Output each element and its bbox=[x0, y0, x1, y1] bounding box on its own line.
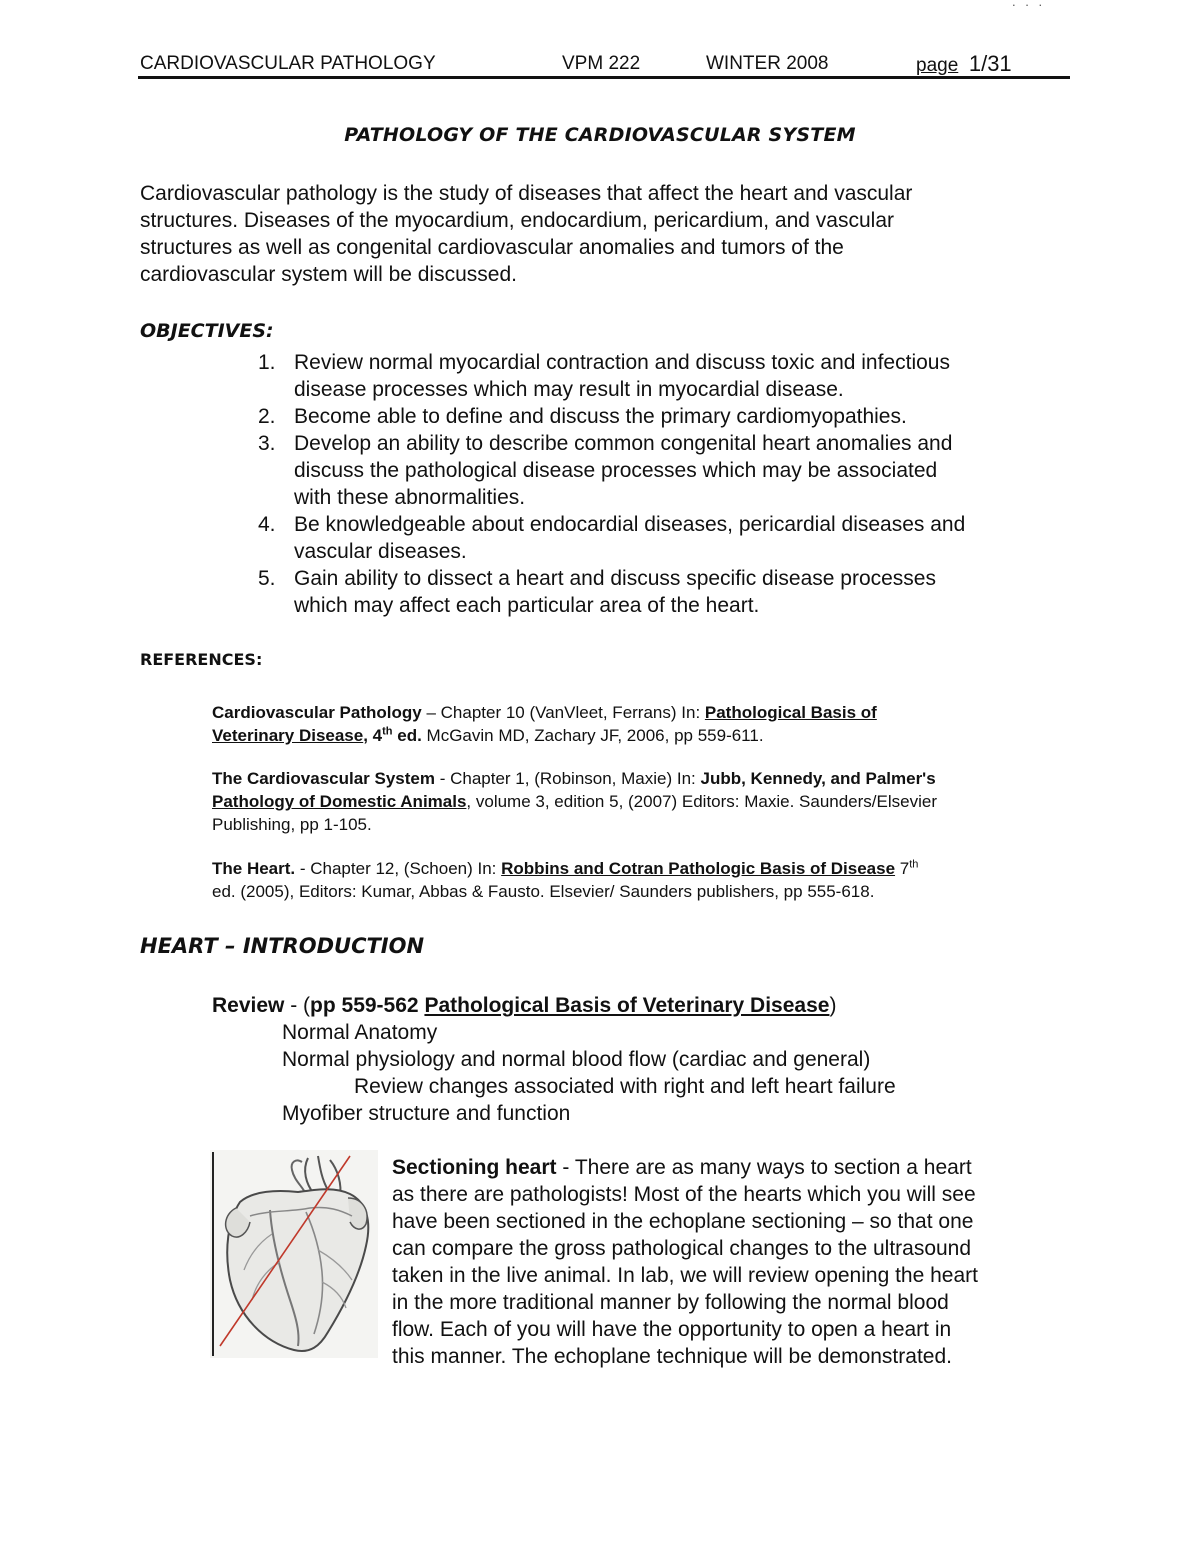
intro-line: structures as well as congenital cardiovascular anomalies and tumors of the bbox=[140, 236, 844, 259]
reference-line bbox=[212, 790, 937, 813]
intro-line: cardiovascular system will be discussed. bbox=[140, 263, 517, 286]
sectioning-line: taken in the live animal. In lab, we will review opening the heart bbox=[392, 1264, 978, 1287]
reference-line bbox=[212, 857, 918, 880]
objective-line: disease processes which may result in myocardial disease. bbox=[294, 378, 844, 401]
intro-paragraph bbox=[140, 180, 912, 288]
ref-chapter-title: Cardiovascular Pathology bbox=[212, 703, 422, 722]
heart-sectioning-illustration bbox=[210, 1150, 378, 1358]
ref-book-title: Veterinary Disease bbox=[212, 726, 364, 745]
objective-line: which may affect each particular area of the heart. bbox=[294, 594, 760, 617]
reference-2 bbox=[212, 767, 937, 836]
ref-edition-suffix: th bbox=[909, 858, 919, 871]
review-line bbox=[212, 992, 836, 1019]
objective-line: vascular diseases. bbox=[294, 540, 467, 563]
review-book-title: Pathological Basis of Veterinary Disease bbox=[424, 994, 830, 1017]
header-term: WINTER 2008 bbox=[706, 53, 829, 74]
objectives-heading: OBJECTIVES: bbox=[140, 320, 274, 342]
header-course-title: CARDIOVASCULAR PATHOLOGY bbox=[140, 53, 436, 74]
objective-number: 2. bbox=[258, 405, 276, 428]
ref-text: - Chapter 1, (Robinson, Maxie) In: bbox=[434, 769, 701, 788]
sectioning-line: in the more traditional manner by following the normal blood bbox=[392, 1291, 949, 1314]
sectioning-line: flow. Each of you will have the opportunity to open a heart in bbox=[392, 1318, 952, 1341]
sectioning-line bbox=[392, 1154, 972, 1181]
reference-3 bbox=[212, 857, 918, 903]
heart-sketch-icon bbox=[210, 1150, 378, 1358]
review-topic: Normal physiology and normal blood flow (cardiac and general) bbox=[282, 1048, 871, 1071]
ref-edition-suffix: th bbox=[382, 725, 393, 738]
sectioning-line: can compare the gross pathological changes to the ultrasound bbox=[392, 1237, 972, 1260]
review-label: Review bbox=[212, 994, 285, 1017]
intro-line: Cardiovascular pathology is the study of diseases that affect the heart and vascular bbox=[140, 182, 913, 205]
sectioning-label: Sectioning heart bbox=[392, 1156, 557, 1179]
ref-book-title: Jubb, Kennedy, and Palmer's bbox=[700, 769, 936, 788]
ref-text: McGavin MD, Zachary JF, 2006, pp 559-611. bbox=[421, 726, 764, 745]
objective-line: Be knowledgeable about endocardial diseases, pericardial diseases and bbox=[294, 513, 966, 536]
sectioning-line: this manner. The echoplane technique will be demonstrated. bbox=[392, 1345, 952, 1368]
ref-text: – Chapter 10 (VanVleet, Ferrans) In: bbox=[421, 703, 705, 722]
ref-book-title: Pathology of Domestic Animals bbox=[212, 792, 467, 811]
review-subtopic: Review changes associated with right and left heart failure bbox=[354, 1075, 896, 1098]
ref-edition-label: ed. bbox=[392, 726, 422, 745]
ref-edition: 7 bbox=[895, 859, 910, 878]
reference-line: Publishing, pp 1-105. bbox=[212, 815, 372, 834]
ref-text: , bbox=[363, 726, 368, 745]
sectioning-text: - There are as many ways to section a heart bbox=[556, 1156, 972, 1179]
ref-chapter-title: The Heart. bbox=[212, 859, 296, 878]
review-topic: Myofiber structure and function bbox=[282, 1102, 571, 1125]
ref-chapter-title: The Cardiovascular System bbox=[212, 769, 435, 788]
header-page-number: 1/31 bbox=[968, 51, 1012, 76]
sectioning-line: as there are pathologists! Most of the hearts which you will see bbox=[392, 1183, 976, 1206]
sectioning-line: have been sectioned in the echoplane sectioning – so that one bbox=[392, 1210, 974, 1233]
objective-line: discuss the pathological disease processes which may be associated bbox=[294, 459, 938, 482]
ref-text: , volume 3, edition 5, (2007) Editors: Maxie. Saunders/Elsevier bbox=[466, 792, 937, 811]
corner-mark: . . . bbox=[1012, 0, 1046, 9]
objective-line: with these abnormalities. bbox=[294, 486, 526, 509]
objective-number: 5. bbox=[258, 567, 276, 590]
header-page-label: page bbox=[916, 55, 959, 76]
heart-intro-heading: HEART – INTRODUCTION bbox=[140, 934, 425, 958]
objective-line: Review normal myocardial contraction and discuss toxic and infectious bbox=[294, 351, 950, 374]
objective-line: Develop an ability to describe common congenital heart anomalies and bbox=[294, 432, 953, 455]
intro-line: structures. Diseases of the myocardium, endocardium, pericardium, and vascular bbox=[140, 209, 894, 232]
header-page bbox=[916, 52, 1012, 78]
objective-number: 3. bbox=[258, 432, 276, 455]
review-text: - ( bbox=[284, 994, 311, 1017]
ref-edition: 4 bbox=[367, 726, 383, 745]
document-title: PATHOLOGY OF THE CARDIOVASCULAR SYSTEM bbox=[344, 124, 856, 146]
header-rule bbox=[138, 76, 1070, 79]
references-heading: REFERENCES: bbox=[140, 650, 263, 669]
objective-line: Gain ability to dissect a heart and discuss specific disease processes bbox=[294, 567, 936, 590]
objective-line: Become able to define and discuss the primary cardiomyopathies. bbox=[294, 405, 907, 428]
objective-number: 1. bbox=[258, 351, 276, 374]
reference-line bbox=[212, 724, 877, 747]
reference-line: ed. (2005), Editors: Kumar, Abbas & Fausto. Elsevier/ Saunders publishers, pp 555-618. bbox=[212, 882, 875, 901]
header-course-code: VPM 222 bbox=[562, 53, 641, 74]
reference-line bbox=[212, 701, 877, 724]
review-pages: pp 559-562 bbox=[310, 994, 425, 1017]
reference-line bbox=[212, 767, 937, 790]
review-topic: Normal Anatomy bbox=[282, 1021, 438, 1044]
objective-number: 4. bbox=[258, 513, 276, 536]
ref-text: - Chapter 12, (Schoen) In: bbox=[295, 859, 502, 878]
ref-book-title: Robbins and Cotran Pathologic Basis of Disease bbox=[501, 859, 896, 878]
reference-1 bbox=[212, 701, 877, 747]
ref-book-title: Pathological Basis of bbox=[704, 703, 877, 722]
review-text: ) bbox=[829, 994, 837, 1017]
